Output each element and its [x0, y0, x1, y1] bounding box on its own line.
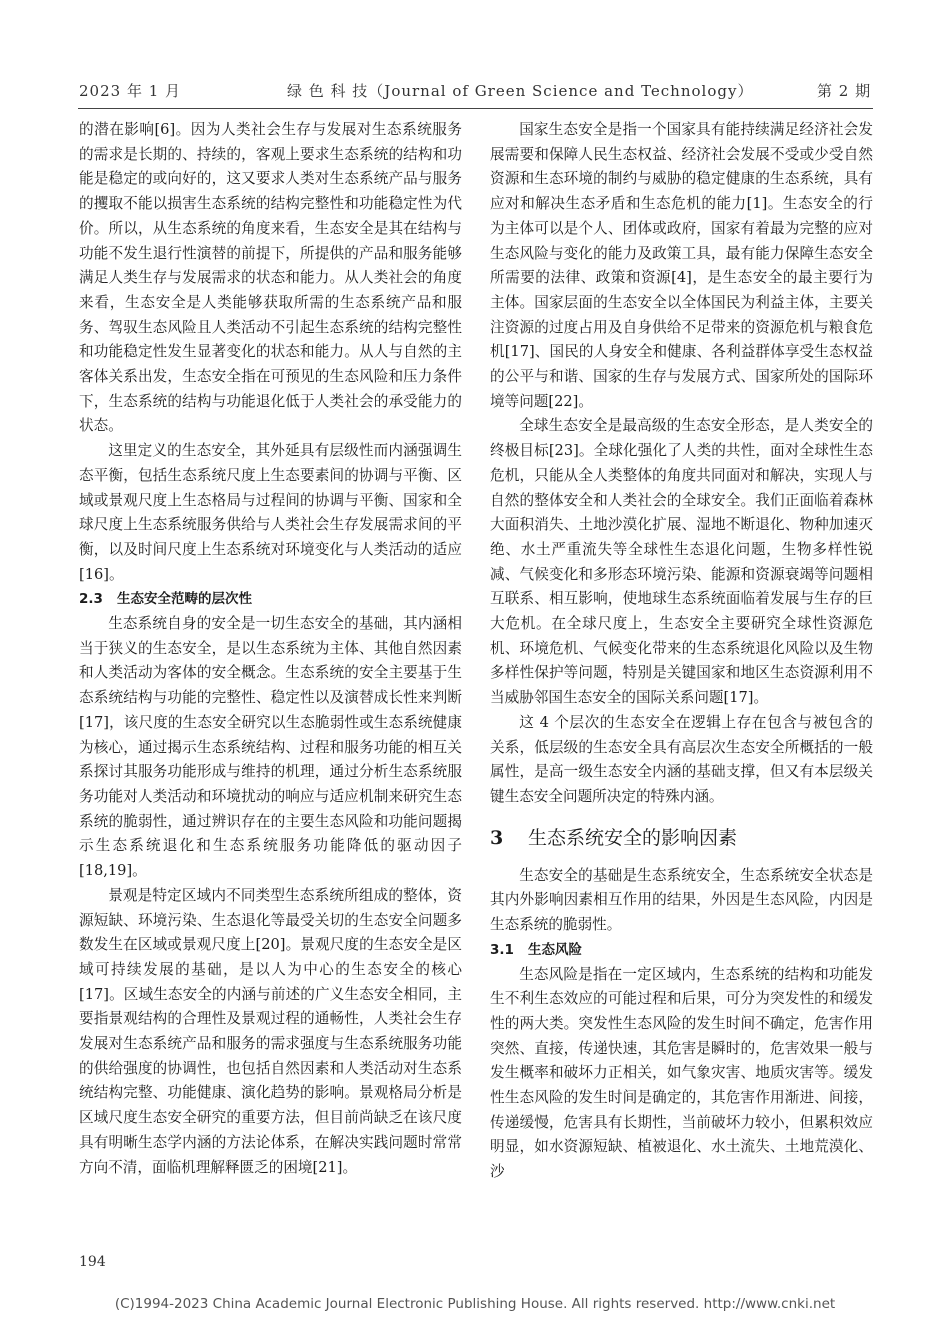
section-title: 生态系统安全的影响因素: [528, 826, 738, 849]
paragraph: 生态风险是指在一定区域内，生态系统的结构和功能发生不利生态效应的可能过程和后果，可分为突发性的和缓发性的两大类。突发性生态风险的发生时间不确定，危害作用突然、直接，传递快速，其危害是瞬时的，危害效果一般与发生概率和破坏力正相关，如气象灾害、地质灾害等。缓发性生态风险的发生时间是确定的，其危害作用渐进、间接，传递缓慢，危害具有长期性，当前破坏力较小，但累积效应明显，如水资源短缺、植被退化、水土流失、土地荒漠化、沙: [490, 965, 873, 1181]
paragraph: 生态系统自身的安全是一切生态安全的基础，其内涵相当于狭义的生态安全，是以生态系统为主体、其他自然因素和人类活动为客体的安全概念。生态系统的安全主要基于生态系统结构与功能的完整性、稳定性以及演替成长性来判断[17]，该尺度的生态安全研究以生态脆弱性或生态系统健康为核心，通过揭示生态系统结构、过程和服务功能的相互关系探讨其服务功能形成与维持的机理，通过分析生态系统服务功能对人类活动和环境扰动的响应与适应机制来研究生态系统的脆弱性，通过辨识存在的主要生态风险和功能问题揭示生态系统退化和生态系统服务功能降低的驱动因子[18,19]。: [79, 615, 462, 880]
paragraph: 国家生态安全是指一个国家具有能持续满足经济社会发展需要和保障人民生态权益、经济社会发展不受或少受自然资源和生态环境的制约与威胁的稳定健康的生态系统，具有应对和解决生态矛盾和生态危机的能力[1]。生态安全的行为主体可以是个人、团体或政府，国家有着最为完整的应对生态风险与变化的能力及政策工具，最有能力保障生态安全所需要的法律、政策和资源[4]，是生态安全的最主要行为主体。国家层面的生态安全以全体国民为利益主体，主要关注资源的过度占用及自身供给不足带来的资源危机与粮食危机[17]、国民的人身安全和健康、各利益群体享受生态权益的公平与和谐、国家的生存与发展方式、国家所处的国际环境等问题[22]。: [490, 121, 873, 410]
paragraph: 这里定义的生态安全，其外延具有层级性而内涵强调生态平衡，包括生态系统尺度上生态要素间的协调与平衡、区域或景观尺度上生态格局与过程间的协调与平衡、国家和全球尺度上生态系统服务供给与人类社会生存发展需求间的平衡，以及时间尺度上生态系统对环境变化与人类活动的适应[16]。: [79, 442, 462, 583]
header-date: 2023 年 1 月: [79, 82, 182, 100]
paragraph: 的潜在影响[6]。因为人类社会生存与发展对生态系统服务的需求是长期的、持续的，客观上要求生态系统的结构和功能是稳定的或向好的，这又要求人类对生态系统产品与服务的攫取不能以损害生态系统的结构完整性和功能稳定性为代价。所以，从生态系统的角度来看，生态安全是其在结构与功能不发生退行性演替的前提下，所提供的产品和服务能够满足人类生存与发展需求的状态和能力。从人类社会的角度来看，生态安全是人类能够获取所需的生态系统产品和服务、驾驭生态风险且人类活动不引起生态系统的结构完整性和功能稳定性发生显著变化的状态和能力。从人与自然的主客体关系出发，生态安全指在可预见的生态风险和压力条件下，生态系统的结构与功能退化低于人类社会的承受能力的状态。: [79, 121, 462, 435]
section-heading-2-3: [79, 587, 462, 612]
header-issue: 第 2 期: [817, 82, 872, 100]
section-title: 生态安全范畴的层次性: [117, 591, 252, 608]
paragraph: 景观是特定区域内不同类型生态系统所组成的整体，资源短缺、环境污染、生态退化等最受关切的生态安全问题多数发生在区域或景观尺度上[20]。景观尺度的生态安全是区域可持续发展的基础，是以人为中心的生态安全的核心[17]。区域生态安全的内涵与前述的广义生态安全相同，主要指景观结构的合理性及景观过程的通畅性，人类社会生存发展对生态系统产品和服务的需求强度与生态系统服务功能的供给强度的协调性，也包括自然因素和人类活动对生态系统结构完整、功能健康、演化趋势的影响。景观格局分析是区域尺度生态安全研究的重要方法，但目前尚缺乏在该尺度具有明晰生态学内涵的方法论体系，在解决实践问题时常常方向不清，面临机理解释匮乏的困境[21]。: [79, 886, 462, 1176]
section-heading-3-1: [490, 938, 873, 963]
section-number: 3.1: [490, 941, 514, 958]
right-column: [490, 118, 873, 1185]
paragraph: 全球生态安全是最高级的生态安全形态，是人类安全的终极目标[23]。全球化强化了人类的共性，面对全球性生态危机，只能从全人类整体的角度共同面对和解决，实现人与自然的整体安全和人类社会的全球安全。我们正面临着森林大面积消失、土地沙漠化扩展、湿地不断退化、物种加速灭绝、水土严重流失等全球性生态退化问题，生物多样性锐减、气候变化和多形态环境污染、能源和资源衰竭等问题相互联系、相互影响，使地球生态系统面临着发展与生存的巨大危机。在全球尺度上，生态安全主要研究全球性资源危机、环境危机、气候变化带来的生态系统退化风险以及生物多样性保护等问题，特别是关键国家和地区生态资源利用不当威胁邻国生态安全的国际关系问题[17]。: [490, 417, 873, 707]
section-number: 3: [490, 826, 504, 849]
header-journal: 绿 色 科 技（Journal of Green Science and Technology）: [287, 82, 754, 100]
page-number: 194: [79, 1254, 106, 1270]
left-column: [79, 118, 462, 1180]
header-divider: [78, 108, 873, 109]
section-number: 2.3: [79, 591, 103, 608]
section-heading-3: [490, 824, 873, 852]
paragraph: 生态安全的基础是生态系统安全，生态系统安全状态是其内外影响因素相互作用的结果，外因是生态风险，内因是生态系统的脆弱性。: [490, 866, 873, 934]
section-title: 生态风险: [528, 941, 582, 958]
copyright-footer: (C)1994-2023 China Academic Journal Electronic Publishing House. All rights reserved. http://www.cnki.net: [114, 1296, 836, 1312]
paragraph: 这 4 个层次的生态安全在逻辑上存在包含与被包含的关系，低层级的生态安全具有高层次生态安全所概括的一般属性，是高一级生态安全内涵的基础支撑，但又有本层级关键生态安全问题所决定的特殊内涵。: [490, 713, 873, 805]
